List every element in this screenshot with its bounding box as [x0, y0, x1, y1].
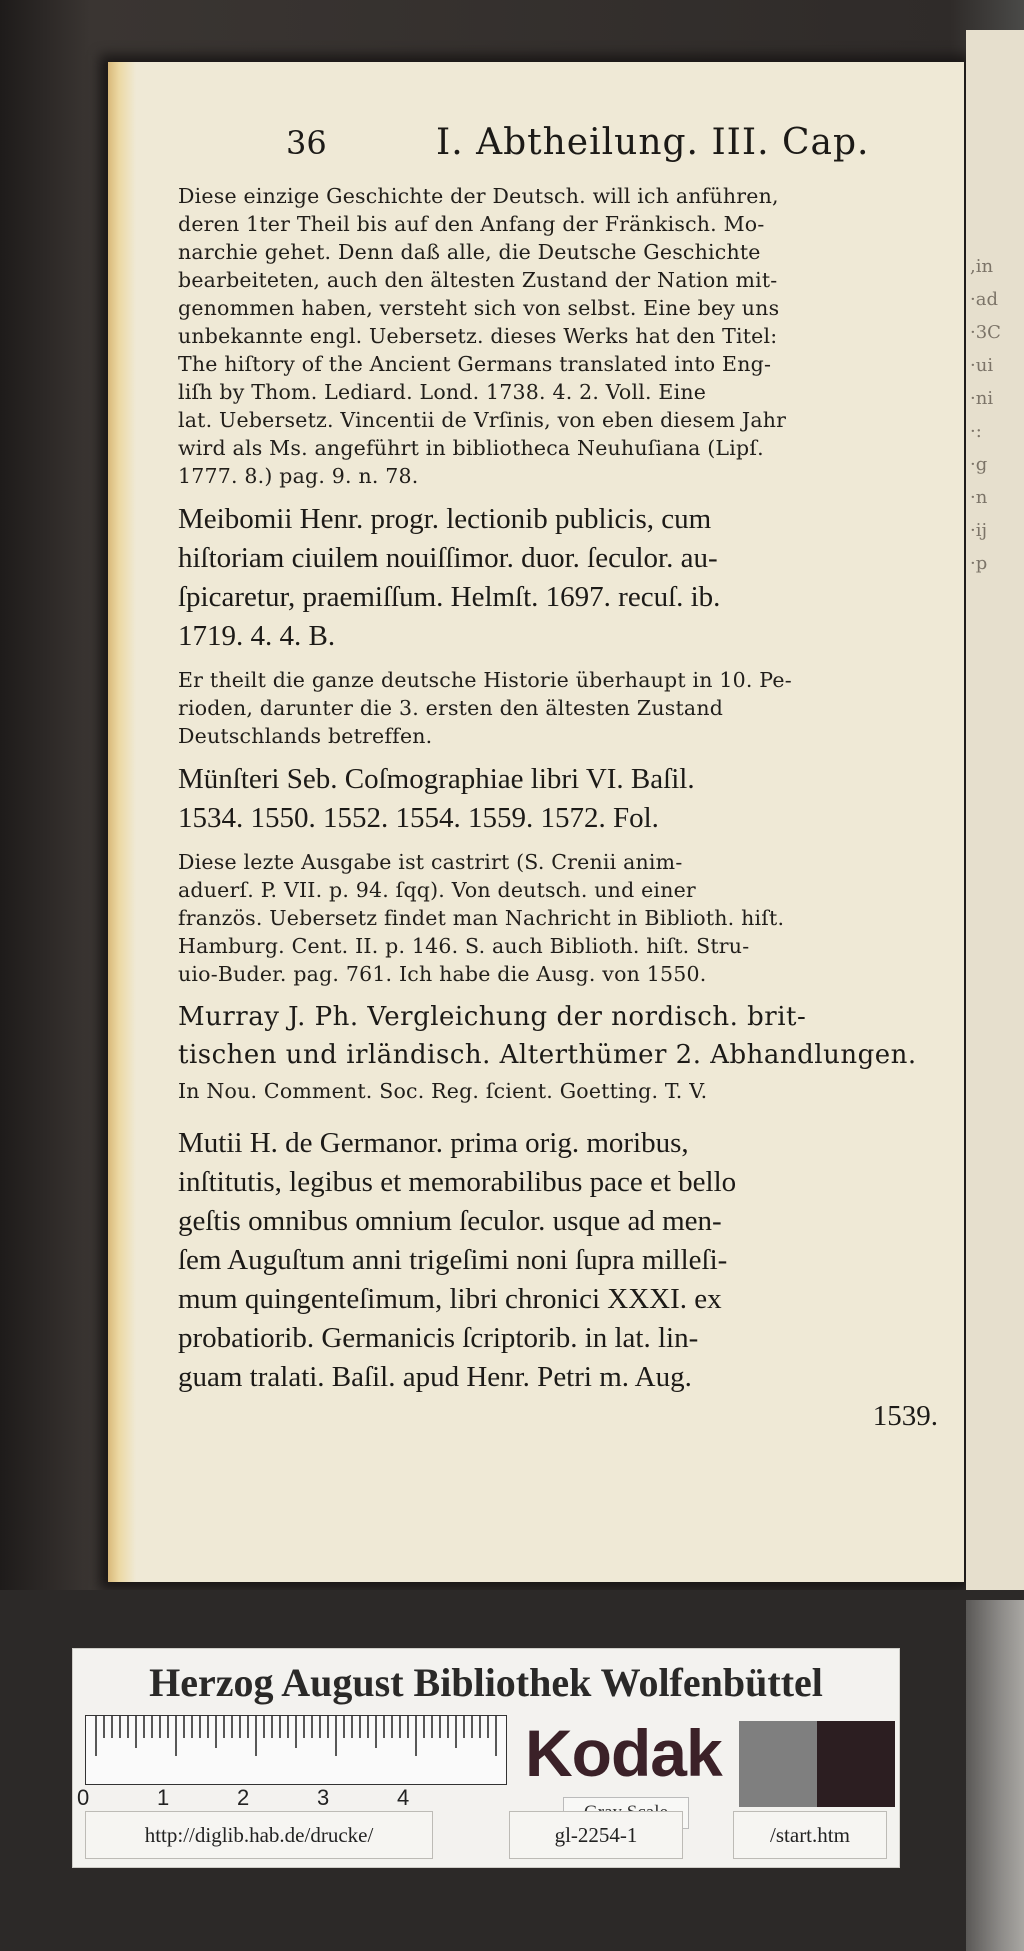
- entry-line: guam tralati. Baſil. apud Henr. Petri m. Aug.: [178, 1361, 692, 1393]
- start-page-label: /start.htm: [733, 1811, 887, 1859]
- note-line: wird als Ms. angeführt in bibliotheca Neuhuſiana (Lipſ.: [178, 436, 764, 460]
- entry-line: tischen und irländisch. Alterthümer 2. Abhandlungen.: [178, 1040, 917, 1070]
- ruler-numbers: [73, 1783, 493, 1813]
- facing-page-edge: ,in ·ad ·3C ·ui ·ni ·: ·g ·n ·ij ·p: [966, 30, 1024, 1590]
- note-line: französ. Uebersetz findet man Nachricht in Biblioth. hiſt.: [178, 906, 785, 930]
- page-gutter: [108, 62, 136, 1582]
- entry-line: mum quingenteſimum, libri chronici XXXI. ex: [178, 1283, 722, 1315]
- note-line: uio-Buder. pag. 761. Ich habe die Ausg. von 1550.: [178, 962, 707, 986]
- note-line: rioden, darunter die 3. ersten den ältesten Zustand: [178, 696, 724, 720]
- kodak-logo: Kodak: [525, 1716, 722, 1790]
- entry-line: geſtis omnibus omnium ſeculor. usque ad men-: [178, 1205, 722, 1237]
- dark-swatch: [817, 1721, 895, 1807]
- entry-line: Münſteri Seb. Coſmographiae libri VI. Baſil.: [178, 763, 695, 795]
- shelfmark-label: gl-2254-1: [509, 1811, 683, 1859]
- note-line: Hamburg. Cent. II. p. 146. S. auch Biblioth. hiſt. Stru-: [178, 934, 750, 958]
- bibliography-entry: [178, 760, 938, 838]
- ruler-number: 0: [77, 1785, 90, 1810]
- ruler-number: 4: [397, 1785, 410, 1810]
- ruler-number: 3: [317, 1785, 330, 1810]
- note-line: Diese lezte Ausgabe ist castrirt (S. Crenii anim-: [178, 850, 683, 874]
- note-line: Er theilt die ganze deutsche Historie überhaupt in 10. Pe-: [178, 668, 792, 692]
- entry-line: 1719. 4. 4. B.: [178, 620, 336, 652]
- entry-line: In Nou. Comment. Soc. Reg. ſcient. Goetting. T. V.: [178, 1079, 708, 1103]
- entry-line: 1539.: [872, 1400, 938, 1432]
- note-line: lat. Uebersetz. Vincentii de Vrſinis, von eben diesem Jahr: [178, 408, 787, 432]
- gray-swatch: [739, 1721, 817, 1807]
- note-line: Diese einzige Geschichte der Deutsch. will ich anführen,: [178, 184, 779, 208]
- note-line: narchie gehet. Denn daß alle, die Deutsche Geschichte: [178, 240, 761, 264]
- entry-line: inſtitutis, legibus et memorabilibus pace et bello: [178, 1166, 737, 1198]
- note-line: unbekannte engl. Uebersetz. dieses Werks hat den Titel:: [178, 324, 778, 348]
- note-line: deren 1ter Theil bis auf den Anfang der Fränkisch. Mo-: [178, 212, 765, 236]
- entry-line: Murray J. Ph. Vergleichung der nordisch. brit-: [178, 1002, 807, 1032]
- note-line: The hiſtory of the Ancient Germans translated into Eng-: [178, 352, 772, 376]
- note-block: [178, 848, 938, 988]
- ruler-ticks-icon: [86, 1716, 506, 1784]
- note-line: Deutschlands betreffen.: [178, 724, 433, 748]
- running-header: [286, 122, 938, 182]
- entry-line: Meibomii Henr. progr. lectionib publicis, cum: [178, 503, 712, 535]
- entry-line: hiſtoriam ciuilem nouiſſimor. duor. ſeculor. au-: [178, 542, 718, 574]
- note-block: [178, 666, 938, 750]
- bibliography-entry: [178, 1124, 938, 1436]
- entry-line: probatiorib. Germanicis ſcriptorib. in lat. lin-: [178, 1322, 699, 1354]
- bibliography-entry: [178, 998, 938, 1108]
- entry-line: ſpicaretur, praemiſſum. Helmſt. 1697. recuſ. ib.: [178, 581, 721, 613]
- bibliography-entry: [178, 500, 938, 656]
- entry-line: 1534. 1550. 1552. 1554. 1559. 1572. Fol.: [178, 802, 659, 834]
- page-number: 36: [286, 124, 327, 162]
- note-line: liſh by Thom. Lediard. Lond. 1738. 4. 2. Voll. Eine: [178, 380, 707, 404]
- url-label: http://diglib.hab.de/drucke/: [85, 1811, 433, 1859]
- color-target-card: [72, 1648, 900, 1868]
- note-line: genommen haben, versteht sich von selbst. Eine bey uns: [178, 296, 780, 320]
- note-line: bearbeiteten, auch den ältesten Zustand der Nation mit-: [178, 268, 778, 292]
- chapter-heading: I. Abtheilung. III. Cap.: [436, 122, 870, 163]
- entry-line: ſem Auguſtum anni trigeſimi noni ſupra milleſi-: [178, 1244, 728, 1276]
- ruler-number: 1: [157, 1785, 170, 1810]
- page-content: [178, 122, 938, 1436]
- note-line: aduerſ. P. VII. p. 94. ſqq). Von deutsch. und einer: [178, 878, 696, 902]
- note-block: [178, 182, 938, 490]
- book-edge-right: [966, 1600, 1024, 1951]
- entry-line: Mutii H. de Germanor. prima orig. moribus,: [178, 1127, 689, 1159]
- note-line: 1777. 8.) pag. 9. n. 78.: [178, 464, 419, 488]
- library-name: Herzog August Bibliothek Wolfenbüttel: [149, 1660, 823, 1705]
- ruler-number: 2: [237, 1785, 250, 1810]
- scale-ruler: [85, 1715, 507, 1785]
